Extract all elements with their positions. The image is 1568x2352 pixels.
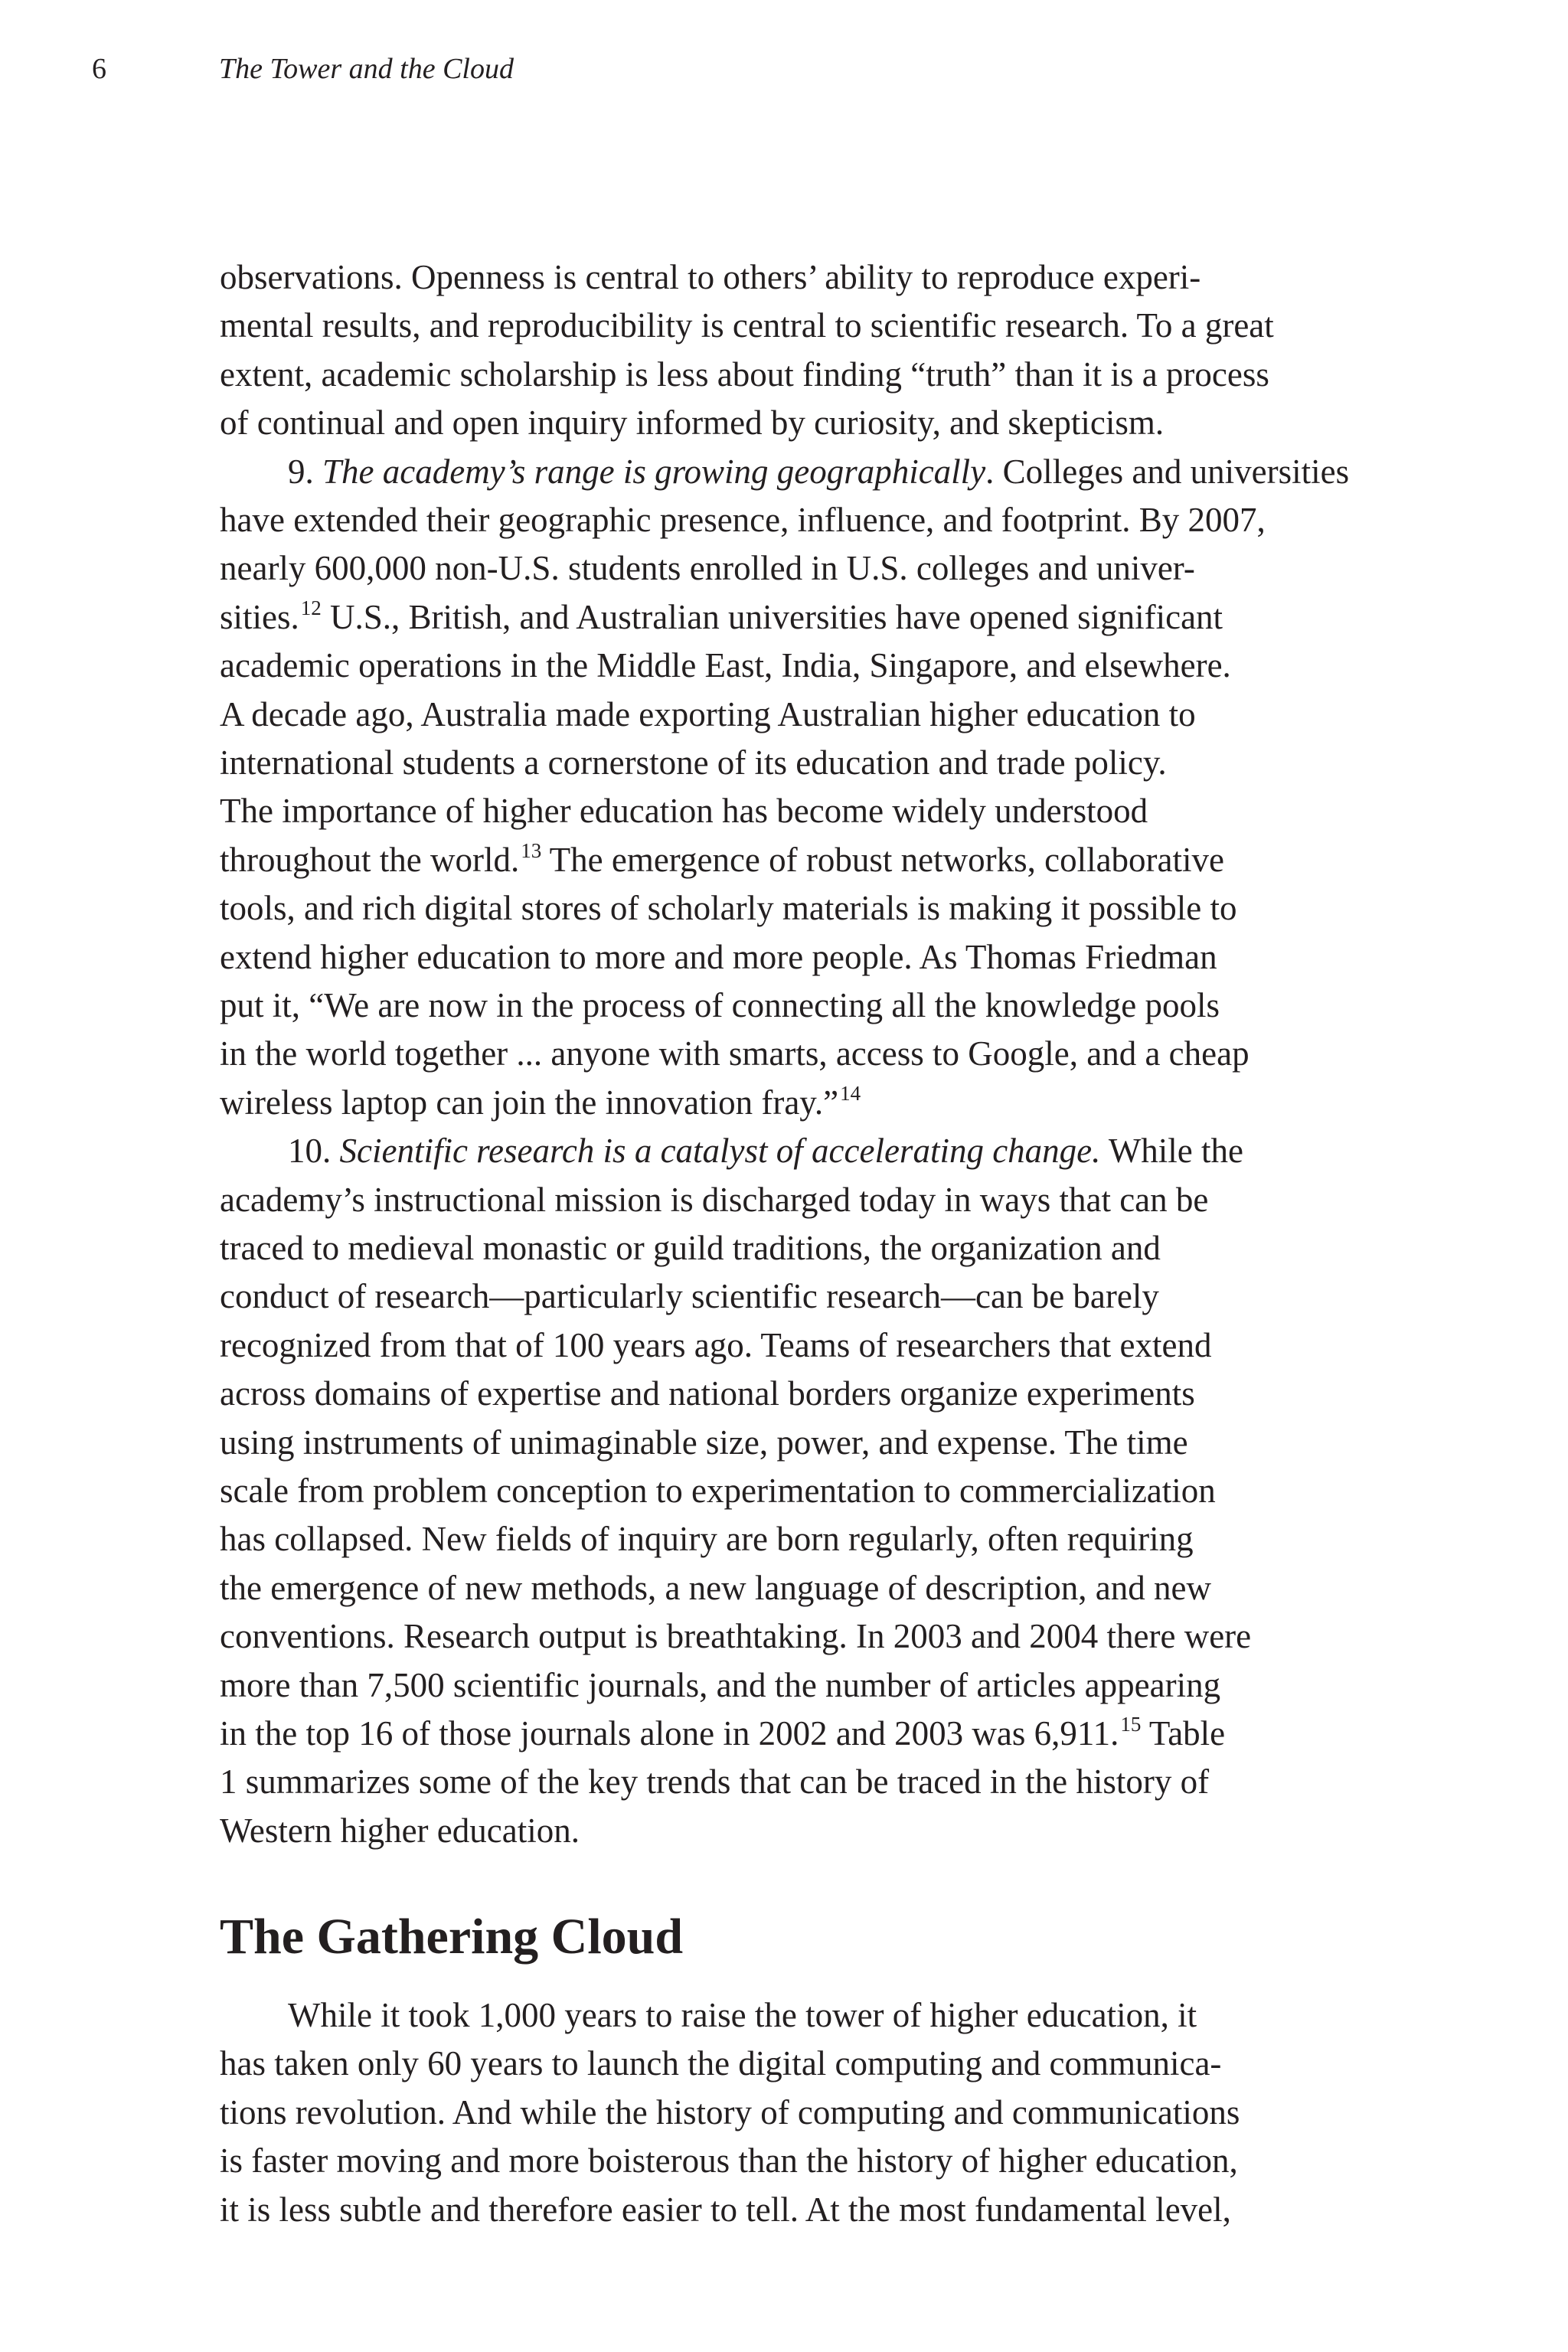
text-line — [288, 1991, 1436, 2040]
text-line — [220, 1806, 1368, 1855]
section-heading: The Gathering Cloud — [220, 1909, 684, 1965]
text-line — [220, 1078, 1368, 1127]
text-segment: using instruments of unimaginable size, power, and expense. The time — [220, 1423, 1188, 1462]
text-line — [220, 786, 1368, 835]
text-line — [220, 1466, 1368, 1515]
text-segment: tions revolution. And while the history of computing and communications — [220, 2092, 1240, 2132]
text-segment: have extended their geographic presence, influence, and footprint. By 2007, — [220, 501, 1266, 539]
text-line — [220, 544, 1368, 593]
page-number: 6 — [92, 53, 106, 85]
text-segment: The importance of higher education has become widely understood — [220, 792, 1148, 831]
text-segment: Western higher education. — [220, 1811, 580, 1850]
text-segment: more than 7,500 scientific journals, and the number of articles appearing — [220, 1665, 1221, 1704]
text-line — [220, 1223, 1368, 1272]
text-line — [220, 981, 1368, 1030]
text-line — [220, 1029, 1368, 1078]
text-segment: 9. — [288, 452, 322, 491]
text-line — [288, 447, 1436, 496]
text-segment: While it took 1,000 years to raise the tower of higher education, it — [288, 1996, 1197, 2034]
text-segment: sities. — [220, 597, 299, 636]
running-title: The Tower and the Cloud — [219, 53, 514, 85]
text-segment: 10. — [288, 1132, 340, 1171]
text-line — [220, 1757, 1368, 1806]
text-line — [220, 835, 1368, 884]
text-line — [220, 2088, 1368, 2137]
text-line — [220, 1661, 1368, 1710]
text-segment: tools, and rich digital stores of scholarly materials is making it possible to — [220, 889, 1237, 928]
text-segment: put it, “We are now in the process of connecting all the knowledge pools — [220, 986, 1220, 1024]
text-line — [220, 1563, 1368, 1612]
text-line — [220, 738, 1368, 787]
text-segment: U.S., British, and Australian universities have opened significant — [321, 597, 1223, 636]
text-line — [220, 1321, 1368, 1370]
text-line — [220, 641, 1368, 690]
text-segment: is faster moving and more boisterous than the history of higher education, — [220, 2141, 1238, 2180]
text-segment: nearly 600,000 non-U.S. students enrolled in U.S. colleges and univer- — [220, 549, 1195, 588]
text-segment: 1 summarizes some of the key trends that can be traced in the history of — [220, 1762, 1210, 1802]
text-line — [220, 1612, 1368, 1661]
footnote-marker: 13 — [521, 838, 542, 862]
text-segment: in the top 16 of those journals alone in 2002 and 2003 was 6,911. — [220, 1714, 1119, 1753]
text-line — [220, 933, 1368, 982]
text-segment: wireless laptop can join the innovation fray.” — [220, 1083, 839, 1122]
text-segment: academic operations in the Middle East, India, Singapore, and elsewhere. — [220, 646, 1231, 685]
footnote-marker: 14 — [840, 1081, 861, 1105]
text-line — [220, 1709, 1368, 1758]
text-segment: mental results, and reproducibility is central to scientific research. To a great — [220, 306, 1274, 345]
text-line — [220, 350, 1368, 399]
text-segment: extend higher education to more and more people. As Thomas Friedman — [220, 937, 1217, 976]
text-segment: observations. Openness is central to others’ ability to reproduce experi- — [220, 258, 1201, 296]
text-segment: extent, academic scholarship is less about finding “truth” than it is a process — [220, 354, 1269, 394]
text-segment: has taken only 60 years to launch the digital computing and communica- — [220, 2044, 1222, 2083]
text-segment: traced to medieval monastic or guild traditions, the organization and — [220, 1229, 1161, 1267]
text-line — [220, 690, 1368, 739]
text-line — [220, 2039, 1368, 2088]
text-line — [220, 495, 1368, 544]
text-segment: scale from problem conception to experimentation to commercialization — [220, 1472, 1216, 1510]
text-segment: the emergence of new methods, a new language of description, and new — [220, 1568, 1211, 1607]
footnote-marker: 12 — [300, 596, 322, 619]
text-segment: recognized from that of 100 years ago. Teams of researchers that extend — [220, 1325, 1212, 1364]
text-line — [220, 398, 1368, 447]
running-header — [92, 47, 1470, 90]
text-segment: it is less subtle and therefore easier to tell. At the most fundamental level, — [220, 2190, 1231, 2229]
text-line — [220, 2185, 1368, 2234]
text-line — [220, 1418, 1368, 1467]
text-segment: A decade ago, Australia made exporting Australian higher education to — [220, 694, 1196, 733]
text-line — [220, 2136, 1368, 2185]
text-line — [220, 1514, 1368, 1563]
text-segment: . Colleges and universities — [985, 452, 1350, 491]
italic-text: Scientific research is a catalyst of accelerating change. — [339, 1132, 1101, 1171]
text-line — [220, 884, 1368, 933]
footnote-marker: 15 — [1120, 1713, 1142, 1736]
text-segment: While the — [1100, 1132, 1244, 1171]
text-segment: academy’s instructional mission is discharged today in ways that can be — [220, 1180, 1209, 1219]
text-line — [220, 1175, 1368, 1224]
text-segment: The emergence of robust networks, collaborative — [541, 840, 1224, 879]
text-segment: across domains of expertise and national borders organize experiments — [220, 1374, 1195, 1413]
text-line — [220, 1369, 1368, 1418]
text-segment: of continual and open inquiry informed by curiosity, and skepticism. — [220, 403, 1165, 443]
text-line — [220, 301, 1368, 350]
italic-text: The academy’s range is growing geographically — [322, 452, 986, 491]
text-line — [220, 253, 1368, 302]
text-line — [220, 1272, 1368, 1321]
text-segment: Table — [1141, 1714, 1226, 1753]
text-segment: conventions. Research output is breathtaking. In 2003 and 2004 there were — [220, 1617, 1252, 1656]
text-segment: has collapsed. New fields of inquiry are born regularly, often requiring — [220, 1520, 1194, 1559]
text-segment: throughout the world. — [220, 840, 520, 879]
text-line — [288, 1126, 1436, 1175]
text-segment: in the world together ... anyone with smarts, access to Google, and a cheap — [220, 1034, 1250, 1073]
text-segment: conduct of research—particularly scientific research—can be barely — [220, 1277, 1159, 1316]
text-segment: international students a cornerstone of its education and trade policy. — [220, 743, 1167, 782]
text-line — [220, 593, 1368, 642]
